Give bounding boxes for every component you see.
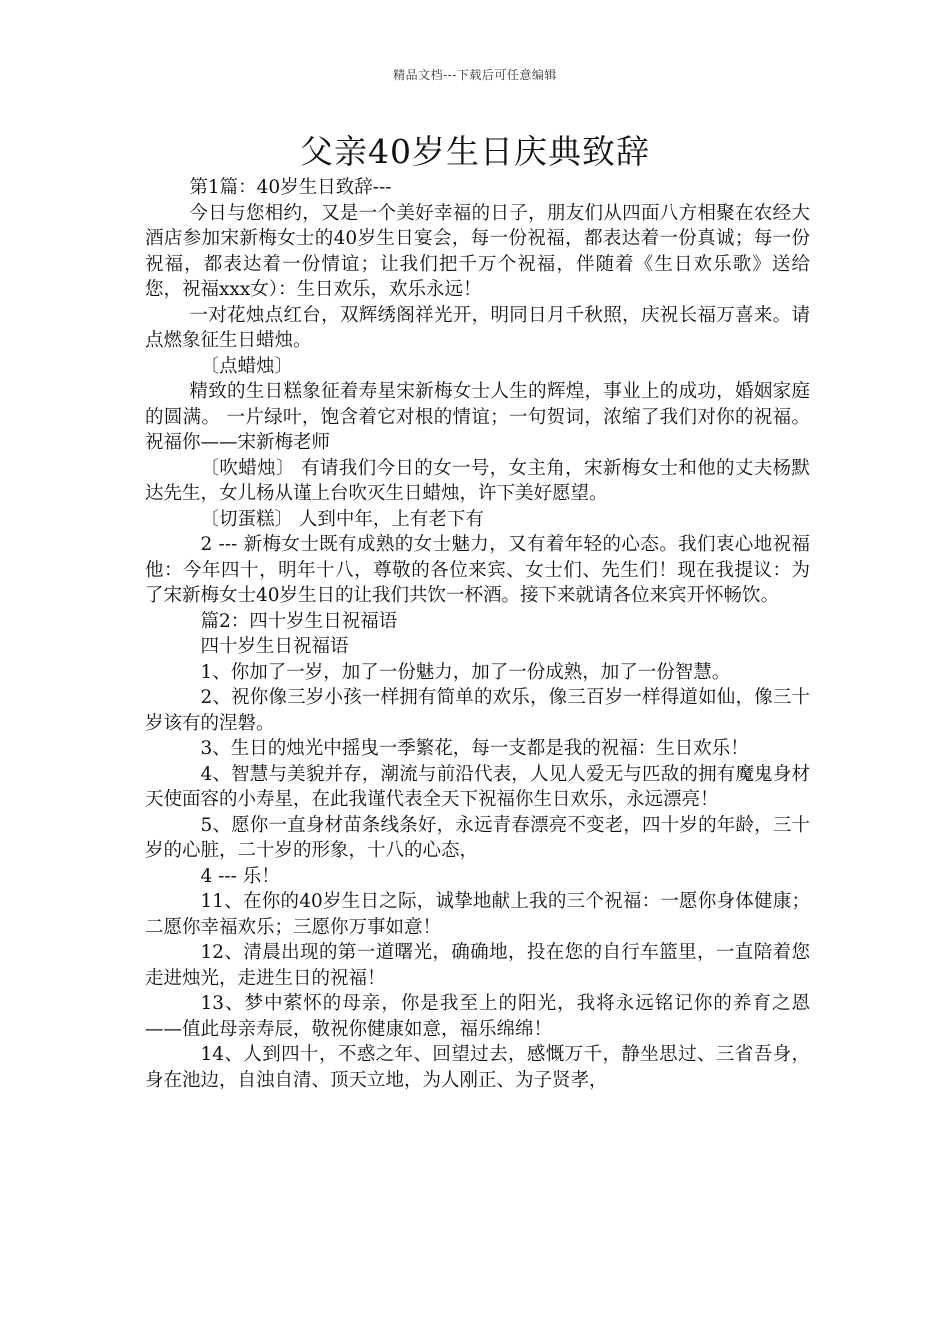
body-paragraph: 4 --- 乐！ (200, 865, 280, 887)
body-paragraph: 5、愿你一直身材苗条线条好，永远青春漂亮不变老，四十岁的年龄，三十岁的心脏，二十岁的形象，十八的心态， (145, 814, 810, 861)
body-paragraph: 〔切蛋糕〕 人到中年，上有老下有 (200, 508, 484, 530)
body-paragraph: 今日与您相约，又是一个美好幸福的日子，朋友们从四面八方相聚在农经大酒店参加宋新梅女士的40岁生日宴会，每一份祝福，都表达着一份真诚；每一份祝福，都表达着一份情谊；让我们把千万个祝福，伴随着《生日欢乐歌》送给您，祝福xxx女）：生日欢乐，欢乐永远！ (145, 202, 810, 300)
body-paragraph: 2、祝你像三岁小孩一样拥有简单的欢乐，像三百岁一样得道如仙，像三十岁该有的涅磐。 (145, 687, 810, 734)
section-heading: 第1篇：40岁生日致辞--- (189, 177, 392, 198)
body-paragraph: 〔吹蜡烛〕 有请我们今日的女一号，女主角，宋新梅女士和他的丈夫杨默达先生，女儿杨从谨上台吹灭生日蜡烛，许下美好愿望。 (145, 457, 810, 504)
header-note: 精品文档---下载后可任意编辑 (393, 68, 557, 82)
body-paragraph: 12、清晨出现的第一道曙光，确确地，投在您的自行车篮里，一直陪着您走进烛光，走进生日的祝福！ (145, 942, 810, 989)
body-paragraph: 篇2：四十岁生日祝福语 (200, 610, 398, 632)
document-body (145, 175, 810, 1093)
body-paragraph: 3、生日的烛光中摇曳一季繁花，每一支都是我的祝福：生日欢乐！ (200, 738, 749, 759)
body-paragraph: 14、人到四十，不惑之年、回望过去，感慨万千，静坐思过、三省吾身，身在池边，自浊自清、顶天立地，为人刚正、为子贤孝， (145, 1044, 810, 1091)
body-paragraph: 精致的生日糕象征着寿星宋新梅女士人生的辉煌，事业上的成功，婚姻家庭的圆满。 一片绿叶，饱含着它对根的情谊；一句贺词，浓缩了我们对你的祝福。祝福你——宋新梅老师 (145, 381, 810, 453)
body-paragraph: 4、智慧与美貌并存，潮流与前沿代表，人见人爱无与匹敌的拥有魔鬼身材天使面容的小寿星，在此我谨代表全天下祝福你生日欢乐，永远漂亮！ (145, 763, 810, 810)
body-paragraph: 一对花烛点红台，双辉绣阁祥光开，明同日月千秋照，庆祝长福万喜来。请点燃象征生日蜡烛。 (145, 304, 810, 351)
body-paragraph: 〔点蜡烛〕 (200, 355, 294, 377)
body-paragraph: 11、在你的40岁生日之际，诚挚地献上我的三个祝福：一愿你身体健康；二愿你幸福欢乐；三愿你万事如意！ (145, 891, 810, 938)
body-paragraph: 2 --- 新梅女士既有成熟的女士魅力，又有着年轻的心态。我们衷心地祝福他：今年四十，明年十八，尊敬的各位来宾、女士们、先生们！现在我提议：为了宋新梅女士40岁生日的让我们共饮一杯酒。接下来就请各位来宾开怀畅饮。 (145, 534, 810, 606)
body-paragraph: 四十岁生日祝福语 (200, 636, 349, 657)
body-paragraph: 13、梦中萦怀的母亲，你是我至上的阳光，我将永远铭记你的养育之恩——值此母亲寿辰，敬祝你健康如意，福乐绵绵！ (145, 993, 810, 1040)
document-title: 父亲40岁生日庆典致辞 (300, 132, 650, 171)
body-paragraph: 1、你加了一岁，加了一份魅力，加了一份成熟，加了一份智慧。 (200, 661, 731, 683)
